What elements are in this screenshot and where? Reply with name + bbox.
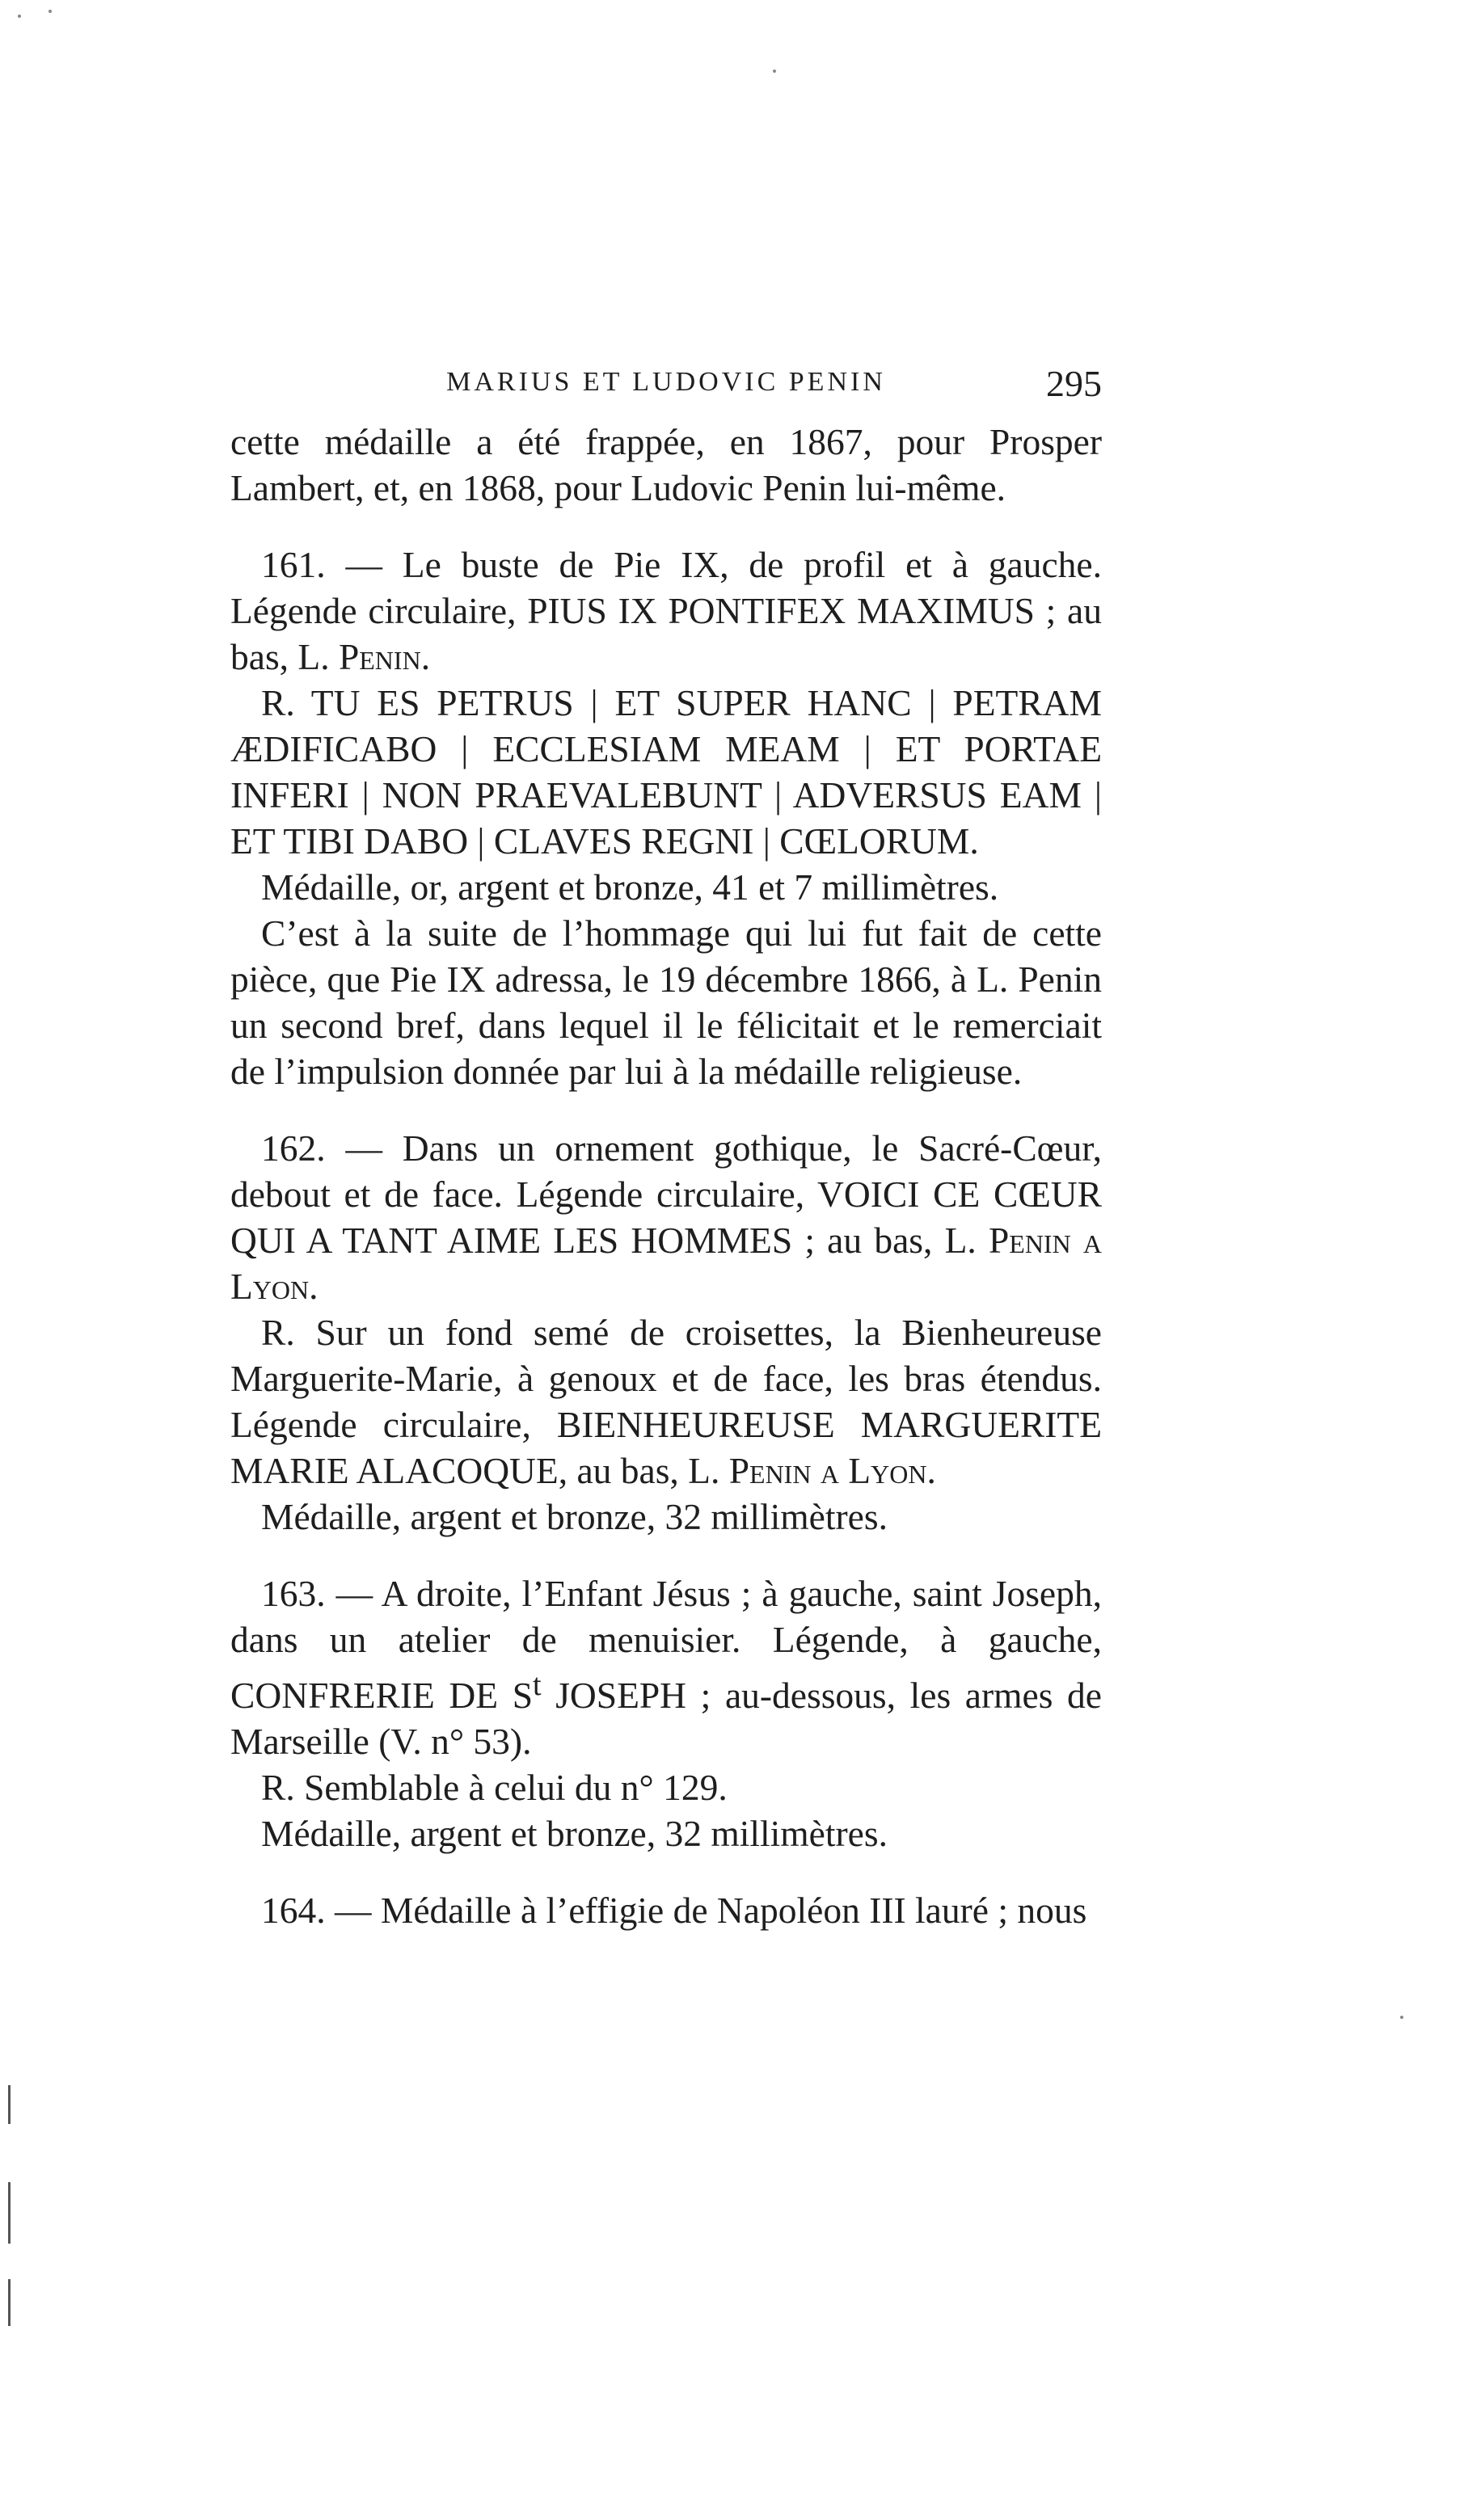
page-header — [230, 362, 1102, 411]
paragraph-continuation: cette médaille a été frappée, en 1867, pour Prosper Lambert, et, en 1868, pour Ludovic Penin lui-même. — [230, 421, 1102, 508]
entry-162-reverse: R. Sur un fond semé de croisettes, la Bienheureuse Marguerite-Marie, à genoux et de face, les bras étendus. Légende circulaire, BIENHEUREUSE MARGUERITE MARIE ALACOQUE, au bas, L. Penin a Lyon. — [230, 1312, 1102, 1491]
entry-162-reverse-text: R. Sur un fond semé de croisettes, la Bienheureuse Marguerite-Marie, à genoux et de face, les bras étendus. Légende circulaire, BIENHEUREUSE MARGUERITE MARIE ALACOQUE, au bas, L. — [230, 1312, 1102, 1491]
scan-speck — [1400, 2016, 1403, 2019]
entry-161-medal-spec: Médaille, or, argent et bronze, 41 et 7 millimètres. — [261, 866, 999, 908]
engraver-signature: Penin a Lyon — [728, 1450, 927, 1491]
entry-163-obverse-text-cont: JOSEPH ; au-dessous, les armes de Marseille (V. n° 53). — [230, 1675, 1102, 1763]
entry-161-obverse: 161. — Le buste de Pie IX, de profil et à gauche. Légende circulaire, PIUS IX PONTIFEX MAXIMUS ; au bas, L. Penin. — [230, 544, 1102, 677]
scan-speck — [773, 70, 776, 73]
page-number: 295 — [1046, 363, 1102, 404]
entry-162-obverse-text: 162. — Dans un ornement gothique, le Sacré-Cœur, debout et de face. Légende circulaire, VOICI CE CŒUR QUI A TANT AIME LES HOMMES ; au bas, L. — [230, 1127, 1102, 1261]
engraver-signature: Penin a Lyon — [230, 1220, 1103, 1307]
entry-163-reverse: R. Semblable à celui du n° 129. — [261, 1767, 728, 1809]
entry-161-note: C’est à la suite de l’hommage qui lui fut fait de cette pièce, que Pie IX adressa, le 19 décembre 1866, à L. Penin un second bref, dans lequel il le félicitait et le remerciait de l’impulsion donnée par lui à la médaille religieuse. — [230, 912, 1102, 1092]
running-title: MARIUS ET LUDOVIC PENIN — [446, 367, 886, 397]
scan-speck — [18, 15, 21, 18]
entry-162-obverse: 162. — Dans un ornement gothique, le Sacré-Cœur, debout et de face. Légende circulaire, VOICI CE CŒUR QUI A TANT AIME LES HOMMES ; au bas, L. Penin a Lyon. — [230, 1127, 1103, 1307]
engraver-signature: Penin — [338, 636, 421, 677]
scan-margin-mark — [8, 2085, 11, 2124]
entry-163-obverse-text: 163. — A droite, l’Enfant Jésus ; à gauche, saint Joseph, dans un atelier de menuisier. Légende, à gauche, CONFRERIE DE S — [230, 1573, 1102, 1717]
entry-164-obverse: 164. — Médaille à l’effigie de Napoléon III lauré ; nous — [261, 1890, 1087, 1932]
superscript: t — [533, 1668, 542, 1702]
entry-161-obverse-text: 161. — Le buste de Pie IX, de profil et à gauche. Légende circulaire, PIUS IX PONTIFEX MAXIMUS ; au bas, L. — [230, 544, 1102, 677]
scan-speck — [49, 10, 52, 13]
body-text — [230, 419, 1102, 1933]
entry-163-medal-spec: Médaille, argent et bronze, 32 millimètres. — [261, 1813, 888, 1855]
scan-margin-mark — [8, 2279, 11, 2326]
entry-163-obverse — [230, 1570, 1102, 1764]
entry-162-medal-spec: Médaille, argent et bronze, 32 millimètres. — [261, 1496, 888, 1537]
entry-161-reverse: R. TU ES PETRUS | ET SUPER HANC | PETRAM ÆDIFICABO | ECCLESIAM MEAM | ET PORTAE INFERI | NON PRAEVALEBUNT | ADVERSUS EAM | ET TIBI DABO | CLAVES REGNI | CŒLORUM. — [230, 682, 1102, 862]
scan-margin-mark — [8, 2182, 11, 2244]
